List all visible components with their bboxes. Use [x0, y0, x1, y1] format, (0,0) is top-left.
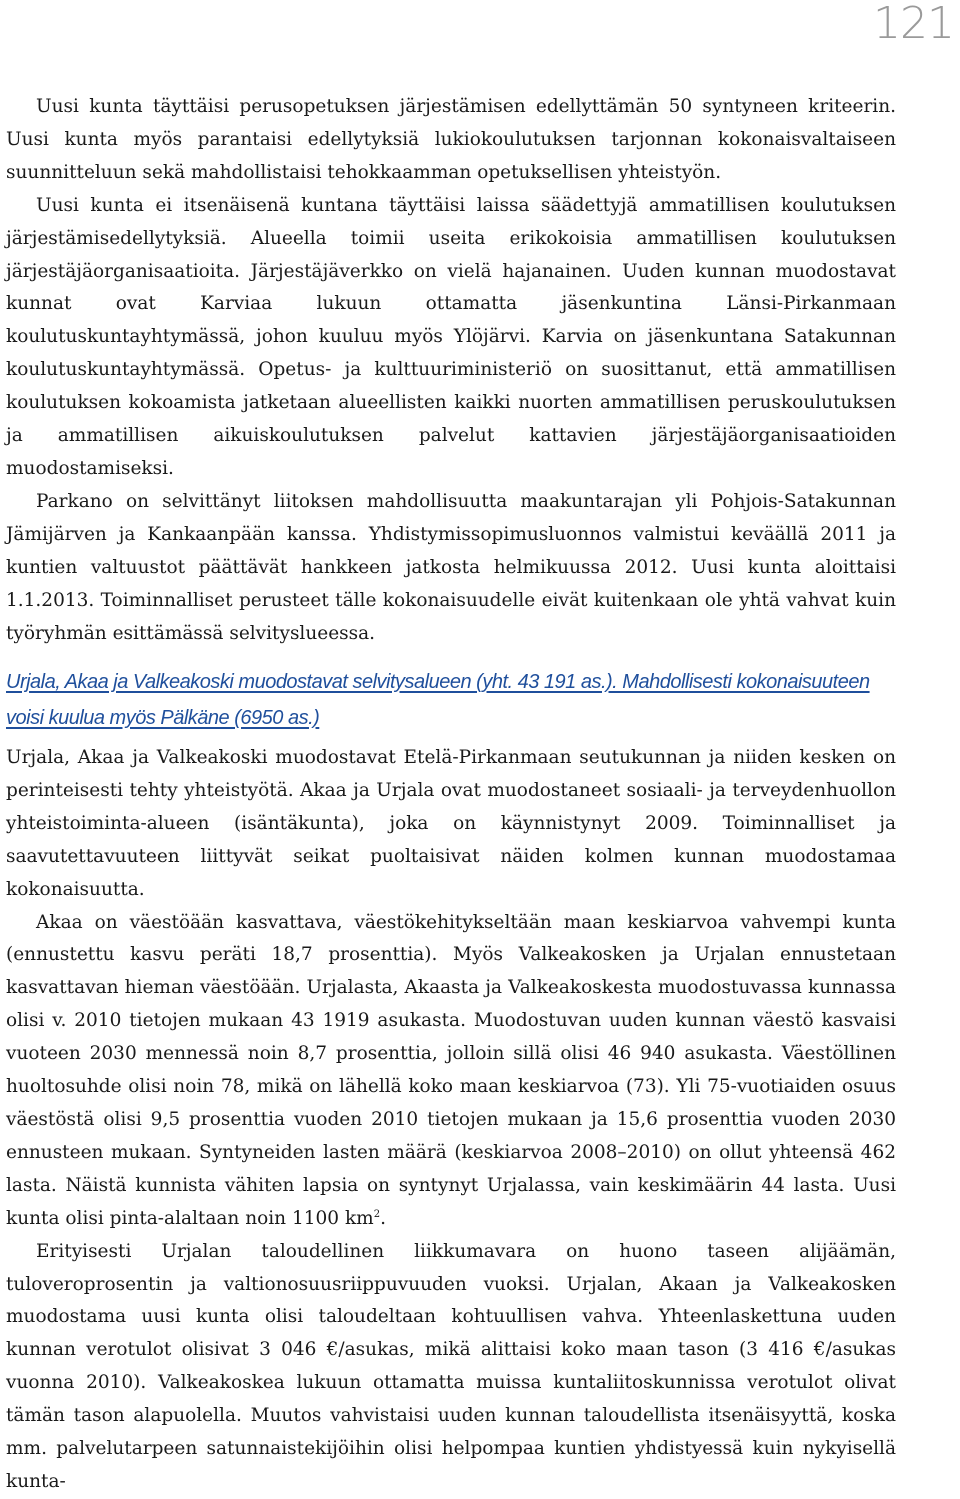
area-unit-superscript: 2: [373, 1208, 381, 1220]
paragraph-education: Uusi kunta täyttäisi perusopetuksen järjestämisen edellyttämän 50 syntyneen kriteerin. Uusi kunta myös parantaisi edellytyksiä lukiokoulutuksen tarjonnan kokonaisvaltaiseen suunnitteluun sekä mahdollistaisi tehokkaamman opetuksellisen yhteistyön.: [6, 96, 896, 183]
paragraph-parkano: Parkano on selvittänyt liitoksen mahdollisuutta maakuntarajan yli Pohjois-Satakunnan Jämijärven ja Kankaanpään kanssa. Yhdistymissopimusluonnos valmistui keväällä 2011 ja kuntien valtuustot päättävät hankkeen jatkosta helmikuussa 2012. Uusi kunta aloittaisi 1.1.2013. Toiminnalliset perusteet tälle kokonaisuudelle eivät kuitenkaan ole yhtä vahvat kuin työryhmän esittämässä selvityslueessa.: [6, 490, 896, 644]
paragraph-population: [6, 907, 896, 1236]
page-number: 121: [873, 0, 954, 49]
top-text-block: [6, 91, 896, 650]
section-heading: Urjala, Akaa ja Valkeakoski muodostavat selvitysalueen (yht. 43 191 as.). Mahdollisesti kokonaisuuteen voisi kuulua myös Pälkäne (6950 as.): [6, 671, 870, 729]
paragraph-vocational: Uusi kunta ei itsenäisenä kuntana täyttäisi laissa säädettyjä ammatillisen koulutuksen järjestämisedellytyksiä. Alueella toimii useita erikokoisia ammatillisen koulutuksen järjestäjäorganisaatioita. Järjestäjäverkko on vielä hajanainen. Uuden kunnan muodostavat kunnat ovat Karviaa lukuun ottamatta jäsenkuntina Länsi-Pirkanmaan koulutuskuntayhtymässä, johon kuuluu myös Ylöjärvi. Karvia on jäsenkuntana Satakunnan koulutuskuntayhtymässä. Opetus- ja kulttuuriministeriö on suosittanut, että ammatillisen koulutuksen kokoamista jatketaan alueellisten kaikki nuorten ammatillisen peruskoulutuksen ja ammatillisen aikuiskoulutuksen palvelut kattavien järjestäjäorganisaatioiden muodostamiseksi.: [6, 194, 896, 479]
paragraph-economy: Erityisesti Urjalan taloudellinen liikkumavara on huono taseen alijäämän, tuloveroprosentin ja valtionosuusriippuvuuden vuoksi. Urjalan, Akaan ja Valkeakosken muodostama uusi kunta olisi taloudeltaan kohtuullisen vahva. Yhteenlaskettuna uuden kunnan verotulot olisivat 3 046 €/asukas, mikä alittaisi koko maan tason (3 416 €/asukas vuonna 2010). Valkeakoskea lukuun ottamatta muissa kuntaliitoskunnissa verotulot olivat tämän tason alapuolella. Muutos vahvistaisi uuden kunnan taloudellista itsenäisyyttä, koska mm. palvelutarpeen satunnaistekijöihin olisi helpompaa kuntien yhdistyessä kuin nykyisellä kunta-: [6, 1240, 896, 1492]
population-text: Akaa on väestöään kasvattava, väestökehitykseltään maan keskiarvoa vahvempi kunta (ennustettu kasvu peräti 18,7 prosenttia). Myös Valkeakosken ja Urjalan ennustetaan kasvattavan hieman väestöään. Urjalasta, Akaasta ja Valkeakoskesta muodostuvassa kunnassa olisi v. 2010 tietojen mukaan 43 1919 asukasta. Muodostuvan uuden kunnan väestö kasvaisi vuoteen 2030 mennessä noin 8,7 prosenttia, jolloin sillä olisi 46 940 asukasta. Väestöllinen huoltosuhde olisi noin 78, mikä on lähellä koko maan keskiarvoa (73). Yli 75-vuotiaiden osuus väestöstä olisi 9,5 prosenttia vuoden 2010 tietojen mukaan ja 15,6 prosenttia vuoden 2030 ennusteen mukaan. Syntyneiden lasten määrä (keskiarvoa 2008–2010) on ollut yhteensä 462 lasta. Näistä kunnista vähiten lapsia on syntynyt Urjalassa, vain keskimäärin 44 lasta. Uusi kunta olisi pinta-alaltaan noin 1100 km: [6, 911, 896, 1229]
lower-text-block: [6, 742, 896, 1499]
paragraph-region-intro: Urjala, Akaa ja Valkeakoski muodostavat Etelä-Pirkanmaan seutukunnan ja niiden kesken on perinteisesti tehty yhteistyötä. Akaa ja Urjala ovat muodostaneet sosiaali- ja terveydenhuollon yhteistoiminta-alueen (isäntäkunta), joka on käynnistynyt 2009. Toiminnalliset ja saavutettavuuteen liittyvät seikat puoltaisivat näiden kolmen kunnan muodostamaa kokonaisuutta.: [6, 747, 896, 900]
population-text-end: .: [380, 1207, 386, 1229]
